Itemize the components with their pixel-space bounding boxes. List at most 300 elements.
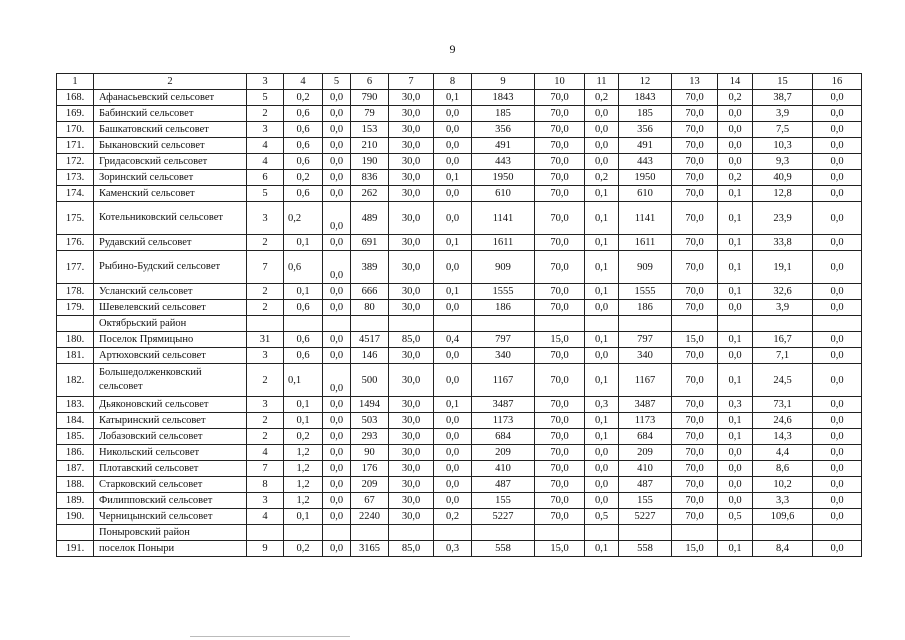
row-number: 180. [57, 332, 94, 348]
value-cell: 0,1 [585, 186, 619, 202]
value-cell: 0,0 [813, 413, 862, 429]
settlement-name: Рудавский сельсовет [94, 235, 247, 251]
value-cell: 0,0 [718, 106, 753, 122]
value-cell: 7,5 [753, 122, 813, 138]
value-cell: 790 [351, 90, 389, 106]
empty-cell [718, 525, 753, 541]
value-cell: 70,0 [672, 106, 718, 122]
value-cell: 293 [351, 429, 389, 445]
table-row [57, 509, 862, 525]
value-cell: 0,0 [434, 461, 472, 477]
table-row [57, 332, 862, 348]
value-cell: 16,7 [753, 332, 813, 348]
value-cell: 0,6 [284, 186, 323, 202]
value-cell: 0,1 [284, 364, 323, 397]
value-cell: 0,1 [434, 235, 472, 251]
value-cell: 0,0 [323, 284, 351, 300]
value-cell: 3 [247, 122, 284, 138]
value-cell: 0,0 [813, 284, 862, 300]
table-row [57, 429, 862, 445]
empty-cell [585, 316, 619, 332]
settlement-name: Артюховский сельсовет [94, 348, 247, 364]
value-cell: 0,0 [323, 186, 351, 202]
value-cell: 0,0 [813, 477, 862, 493]
data-table [56, 73, 862, 557]
value-cell: 70,0 [672, 90, 718, 106]
value-cell: 70,0 [535, 397, 585, 413]
value-cell: 410 [619, 461, 672, 477]
table-row [57, 251, 862, 284]
value-cell: 491 [472, 138, 535, 154]
empty-cell [247, 525, 284, 541]
value-cell: 0,0 [718, 138, 753, 154]
value-cell: 0,0 [813, 348, 862, 364]
value-cell: 0,0 [718, 477, 753, 493]
value-cell: 1611 [619, 235, 672, 251]
value-cell: 0,1 [284, 397, 323, 413]
value-cell: 30,0 [389, 413, 434, 429]
value-cell: 0,0 [813, 300, 862, 316]
row-number: 168. [57, 90, 94, 106]
value-cell: 67 [351, 493, 389, 509]
value-cell: 0,1 [585, 332, 619, 348]
value-cell: 1494 [351, 397, 389, 413]
value-cell: 0,1 [585, 413, 619, 429]
value-cell: 70,0 [672, 122, 718, 138]
value-cell: 3 [247, 397, 284, 413]
value-cell: 0,0 [813, 170, 862, 186]
value-cell: 0,1 [718, 202, 753, 235]
empty-cell [351, 525, 389, 541]
table-body [57, 74, 862, 557]
table-row [57, 106, 862, 122]
value-cell: 0,2 [434, 509, 472, 525]
row-number: 176. [57, 235, 94, 251]
value-cell: 0,0 [323, 154, 351, 170]
value-cell: 2 [247, 300, 284, 316]
header-cell: 5 [323, 74, 351, 90]
value-cell: 5227 [619, 509, 672, 525]
settlement-name: Быкановский сельсовет [94, 138, 247, 154]
value-cell: 30,0 [389, 202, 434, 235]
value-cell: 1141 [472, 202, 535, 235]
header-cell: 10 [535, 74, 585, 90]
value-cell: 3165 [351, 541, 389, 557]
value-cell: 0,0 [434, 122, 472, 138]
empty-cell [672, 316, 718, 332]
value-cell: 70,0 [672, 202, 718, 235]
value-cell: 70,0 [535, 186, 585, 202]
value-cell: 0,0 [323, 509, 351, 525]
value-cell: 3 [247, 202, 284, 235]
value-cell: 186 [619, 300, 672, 316]
empty-cell [753, 525, 813, 541]
value-cell: 262 [351, 186, 389, 202]
value-cell: 9 [247, 541, 284, 557]
row-number: 189. [57, 493, 94, 509]
value-cell: 0,1 [585, 541, 619, 557]
value-cell: 70,0 [535, 509, 585, 525]
value-cell: 0,0 [434, 251, 472, 284]
value-cell: 0,0 [813, 445, 862, 461]
value-cell: 0,0 [585, 348, 619, 364]
table-row [57, 364, 862, 397]
value-cell: 0,6 [284, 348, 323, 364]
value-cell: 0,0 [434, 138, 472, 154]
value-cell: 4 [247, 138, 284, 154]
value-cell: 0,1 [718, 332, 753, 348]
value-cell: 0,0 [434, 364, 472, 397]
settlement-name: Дьяконовский сельсовет [94, 397, 247, 413]
value-cell: 190 [351, 154, 389, 170]
value-cell: 70,0 [672, 186, 718, 202]
value-cell: 1,2 [284, 445, 323, 461]
value-cell: 4,4 [753, 445, 813, 461]
value-cell: 30,0 [389, 90, 434, 106]
value-cell: 0,0 [434, 413, 472, 429]
value-cell: 0,2 [284, 170, 323, 186]
value-cell: 30,0 [389, 235, 434, 251]
header-cell: 16 [813, 74, 862, 90]
header-cell: 13 [672, 74, 718, 90]
value-cell: 0,0 [434, 202, 472, 235]
value-cell: 0,0 [718, 122, 753, 138]
row-number: 171. [57, 138, 94, 154]
empty-cell [57, 316, 94, 332]
value-cell: 30,0 [389, 397, 434, 413]
empty-cell [434, 525, 472, 541]
value-cell: 30,0 [389, 509, 434, 525]
value-cell: 30,0 [389, 170, 434, 186]
value-cell: 24,6 [753, 413, 813, 429]
value-cell: 0,0 [585, 493, 619, 509]
value-cell: 30,0 [389, 186, 434, 202]
value-cell: 1167 [619, 364, 672, 397]
value-cell: 70,0 [535, 461, 585, 477]
value-cell: 0,6 [284, 300, 323, 316]
value-cell: 1950 [619, 170, 672, 186]
value-cell: 356 [472, 122, 535, 138]
value-cell: 0,1 [434, 170, 472, 186]
empty-cell [753, 316, 813, 332]
value-cell: 70,0 [672, 477, 718, 493]
header-cell: 11 [585, 74, 619, 90]
header-cell: 7 [389, 74, 434, 90]
settlement-name: поселок Поныри [94, 541, 247, 557]
empty-cell [585, 525, 619, 541]
settlement-name: Башкатовский сельсовет [94, 122, 247, 138]
empty-cell [323, 316, 351, 332]
value-cell: 610 [472, 186, 535, 202]
value-cell: 70,0 [672, 300, 718, 316]
value-cell: 3 [247, 493, 284, 509]
empty-cell [472, 525, 535, 541]
value-cell: 70,0 [535, 348, 585, 364]
empty-cell [284, 316, 323, 332]
value-cell: 8 [247, 477, 284, 493]
value-cell: 340 [619, 348, 672, 364]
value-cell: 0,4 [434, 332, 472, 348]
value-cell: 0,0 [585, 154, 619, 170]
row-number: 181. [57, 348, 94, 364]
value-cell: 70,0 [535, 477, 585, 493]
value-cell: 70,0 [672, 429, 718, 445]
value-cell: 356 [619, 122, 672, 138]
value-cell: 30,0 [389, 138, 434, 154]
value-cell: 30,0 [389, 154, 434, 170]
empty-cell [247, 316, 284, 332]
value-cell: 500 [351, 364, 389, 397]
value-cell: 0,0 [585, 445, 619, 461]
value-cell: 503 [351, 413, 389, 429]
value-cell: 0,1 [585, 202, 619, 235]
value-cell: 0,0 [813, 235, 862, 251]
value-cell: 489 [351, 202, 389, 235]
value-cell: 0,2 [284, 90, 323, 106]
empty-cell [813, 316, 862, 332]
value-cell: 4517 [351, 332, 389, 348]
value-cell: 32,6 [753, 284, 813, 300]
value-cell: 19,1 [753, 251, 813, 284]
table-row [57, 90, 862, 106]
value-cell: 0,2 [284, 429, 323, 445]
row-number: 182. [57, 364, 94, 397]
value-cell: 30,0 [389, 106, 434, 122]
table-row [57, 477, 862, 493]
value-cell: 70,0 [672, 154, 718, 170]
row-number: 187. [57, 461, 94, 477]
value-cell: 0,6 [284, 332, 323, 348]
empty-cell [351, 316, 389, 332]
value-cell: 443 [619, 154, 672, 170]
value-cell: 0,0 [323, 477, 351, 493]
value-cell: 30,0 [389, 477, 434, 493]
value-cell: 3487 [472, 397, 535, 413]
value-cell: 0,0 [718, 300, 753, 316]
value-cell: 1,2 [284, 461, 323, 477]
value-cell: 0,0 [434, 154, 472, 170]
section-row [57, 316, 862, 332]
value-cell: 15,0 [535, 541, 585, 557]
value-cell: 40,9 [753, 170, 813, 186]
value-cell: 0,2 [585, 90, 619, 106]
value-cell: 109,6 [753, 509, 813, 525]
value-cell: 1843 [472, 90, 535, 106]
value-cell: 610 [619, 186, 672, 202]
value-cell: 0,2 [718, 90, 753, 106]
empty-cell [619, 316, 672, 332]
value-cell: 185 [472, 106, 535, 122]
table-row [57, 154, 862, 170]
value-cell: 0,3 [585, 397, 619, 413]
value-cell: 70,0 [672, 461, 718, 477]
empty-cell [323, 525, 351, 541]
value-cell: 1,2 [284, 477, 323, 493]
value-cell: 0,0 [323, 461, 351, 477]
settlement-name: Поселок Прямицыно [94, 332, 247, 348]
empty-cell [535, 525, 585, 541]
header-cell: 1 [57, 74, 94, 90]
value-cell: 0,5 [718, 509, 753, 525]
value-cell: 70,0 [672, 493, 718, 509]
header-cell: 9 [472, 74, 535, 90]
value-cell: 70,0 [672, 413, 718, 429]
footer-scan-marks [190, 636, 350, 638]
row-number: 191. [57, 541, 94, 557]
value-cell: 155 [619, 493, 672, 509]
value-cell: 0,0 [323, 170, 351, 186]
value-cell: 185 [619, 106, 672, 122]
value-cell: 70,0 [535, 106, 585, 122]
settlement-name: Старковский сельсовет [94, 477, 247, 493]
value-cell: 0,0 [323, 235, 351, 251]
value-cell: 0,1 [585, 284, 619, 300]
value-cell: 0,1 [718, 251, 753, 284]
value-cell: 1141 [619, 202, 672, 235]
value-cell: 30,0 [389, 429, 434, 445]
value-cell: 2 [247, 364, 284, 397]
settlement-name: Рыбино-Будский сельсовет [94, 251, 247, 284]
row-number: 178. [57, 284, 94, 300]
value-cell: 340 [472, 348, 535, 364]
header-cell: 4 [284, 74, 323, 90]
value-cell: 146 [351, 348, 389, 364]
value-cell: 70,0 [672, 284, 718, 300]
value-cell: 8,4 [753, 541, 813, 557]
row-number: 174. [57, 186, 94, 202]
value-cell: 1555 [619, 284, 672, 300]
value-cell: 0,1 [434, 90, 472, 106]
empty-cell [535, 316, 585, 332]
value-cell: 186 [472, 300, 535, 316]
value-cell: 85,0 [389, 541, 434, 557]
row-number: 184. [57, 413, 94, 429]
value-cell: 1555 [472, 284, 535, 300]
value-cell: 797 [472, 332, 535, 348]
value-cell: 0,5 [585, 509, 619, 525]
row-number: 170. [57, 122, 94, 138]
value-cell: 4 [247, 509, 284, 525]
settlement-name: Гридасовский сельсовет [94, 154, 247, 170]
value-cell: 0,0 [323, 202, 351, 235]
table-row [57, 348, 862, 364]
empty-cell [434, 316, 472, 332]
value-cell: 0,1 [434, 284, 472, 300]
value-cell: 0,6 [284, 154, 323, 170]
value-cell: 0,1 [284, 413, 323, 429]
value-cell: 0,1 [718, 413, 753, 429]
value-cell: 0,1 [434, 397, 472, 413]
empty-cell [472, 316, 535, 332]
value-cell: 0,0 [323, 251, 351, 284]
row-number: 173. [57, 170, 94, 186]
value-cell: 30,0 [389, 300, 434, 316]
value-cell: 70,0 [672, 509, 718, 525]
value-cell: 30,0 [389, 493, 434, 509]
value-cell: 836 [351, 170, 389, 186]
empty-cell [389, 525, 434, 541]
value-cell: 0,0 [323, 90, 351, 106]
value-cell: 15,0 [672, 332, 718, 348]
value-cell: 0,0 [813, 509, 862, 525]
value-cell: 0,0 [323, 429, 351, 445]
value-cell: 153 [351, 122, 389, 138]
value-cell: 0,0 [813, 122, 862, 138]
value-cell: 0,0 [813, 364, 862, 397]
value-cell: 0,0 [585, 138, 619, 154]
value-cell: 70,0 [535, 235, 585, 251]
value-cell: 209 [351, 477, 389, 493]
value-cell: 2 [247, 429, 284, 445]
value-cell: 0,1 [718, 541, 753, 557]
value-cell: 1843 [619, 90, 672, 106]
value-cell: 0,0 [323, 332, 351, 348]
value-cell: 1167 [472, 364, 535, 397]
value-cell: 155 [472, 493, 535, 509]
value-cell: 8,6 [753, 461, 813, 477]
value-cell: 909 [619, 251, 672, 284]
value-cell: 0,1 [718, 235, 753, 251]
header-cell: 14 [718, 74, 753, 90]
settlement-name: Большедолженковский сельсовет [94, 364, 247, 397]
value-cell: 2 [247, 284, 284, 300]
value-cell: 70,0 [672, 138, 718, 154]
value-cell: 1611 [472, 235, 535, 251]
value-cell: 0,0 [813, 332, 862, 348]
section-label: Поныровский район [94, 525, 247, 541]
value-cell: 0,0 [813, 429, 862, 445]
value-cell: 30,0 [389, 461, 434, 477]
value-cell: 0,2 [585, 170, 619, 186]
value-cell: 0,0 [323, 348, 351, 364]
value-cell: 85,0 [389, 332, 434, 348]
value-cell: 491 [619, 138, 672, 154]
value-cell: 0,3 [718, 397, 753, 413]
value-cell: 909 [472, 251, 535, 284]
value-cell: 0,0 [813, 186, 862, 202]
value-cell: 0,0 [434, 493, 472, 509]
settlement-name: Лобазовский сельсовет [94, 429, 247, 445]
settlement-name: Никольский сельсовет [94, 445, 247, 461]
settlement-name: Котельниковский сельсовет [94, 202, 247, 235]
value-cell: 0,1 [718, 284, 753, 300]
value-cell: 0,0 [813, 202, 862, 235]
value-cell: 0,0 [434, 106, 472, 122]
value-cell: 443 [472, 154, 535, 170]
value-cell: 70,0 [672, 235, 718, 251]
value-cell: 0,0 [323, 364, 351, 397]
value-cell: 558 [619, 541, 672, 557]
value-cell: 0,1 [585, 429, 619, 445]
value-cell: 70,0 [535, 413, 585, 429]
row-number: 185. [57, 429, 94, 445]
value-cell: 0,0 [323, 445, 351, 461]
value-cell: 209 [472, 445, 535, 461]
value-cell: 0,6 [284, 251, 323, 284]
row-number: 183. [57, 397, 94, 413]
value-cell: 487 [472, 477, 535, 493]
value-cell: 4 [247, 154, 284, 170]
value-cell: 0,0 [813, 90, 862, 106]
value-cell: 0,2 [718, 170, 753, 186]
settlement-name: Бабинский сельсовет [94, 106, 247, 122]
value-cell: 0,2 [284, 541, 323, 557]
value-cell: 70,0 [535, 202, 585, 235]
value-cell: 70,0 [535, 300, 585, 316]
value-cell: 7,1 [753, 348, 813, 364]
value-cell: 2240 [351, 509, 389, 525]
value-cell: 0,1 [284, 235, 323, 251]
